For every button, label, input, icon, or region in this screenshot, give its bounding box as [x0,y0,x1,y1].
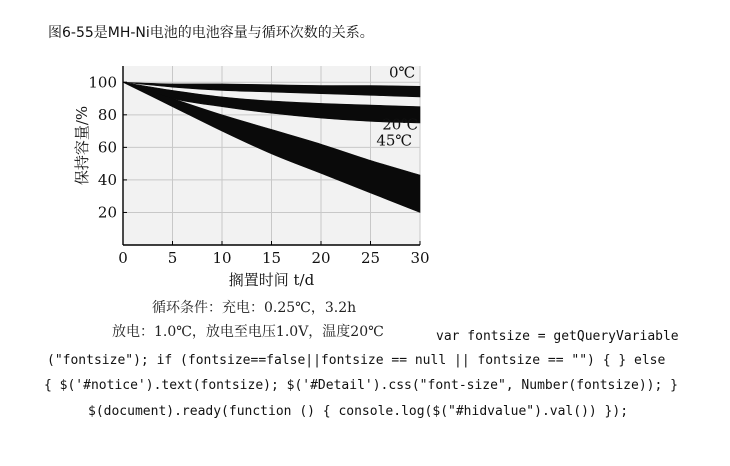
cycle-condition-discharge: 放电：1.0℃，放电至电压1.0V，温度20℃ [112,324,384,340]
code-text-line: $(document).ready(function () { console.log($("#hidvalue").val()) }); [88,404,629,419]
y-tick-label: 40 [97,170,117,189]
series-label: 0℃ [389,63,416,82]
x-axis-title: 搁置时间 t/d [228,271,315,289]
code-text-line: ("fontsize"); if (fontsize==false||fontsize == null || fontsize == "") { } else [47,353,666,368]
figure-caption: 图6-55是MH-Ni电池的电池容量与循环次数的关系。 [48,25,374,41]
x-tick-label: 30 [410,249,430,267]
y-tick-label: 100 [88,73,117,92]
x-tick-label: 20 [311,249,331,267]
x-tick-label: 15 [261,249,282,267]
y-tick-label: 20 [97,203,117,222]
y-tick-label: 60 [97,138,117,157]
y-axis-title: 保持容量/% [73,105,91,186]
x-tick-label: 0 [118,249,128,267]
series-label: 20℃ [382,115,419,134]
code-text-line: { $('#notice').text(fontsize); $('#Detail').css("font-size", Number(fontsize)); } [44,378,678,393]
code-text-line: var fontsize = getQueryVariable [436,329,679,344]
series-label: 45℃ [376,131,413,150]
x-tick-label: 25 [360,249,381,267]
x-tick-label: 10 [212,249,232,267]
y-tick-label: 80 [97,105,117,124]
x-tick-label: 5 [167,249,178,267]
cycle-condition-charge: 循环条件：充电：0.25℃，3.2h [152,300,357,316]
